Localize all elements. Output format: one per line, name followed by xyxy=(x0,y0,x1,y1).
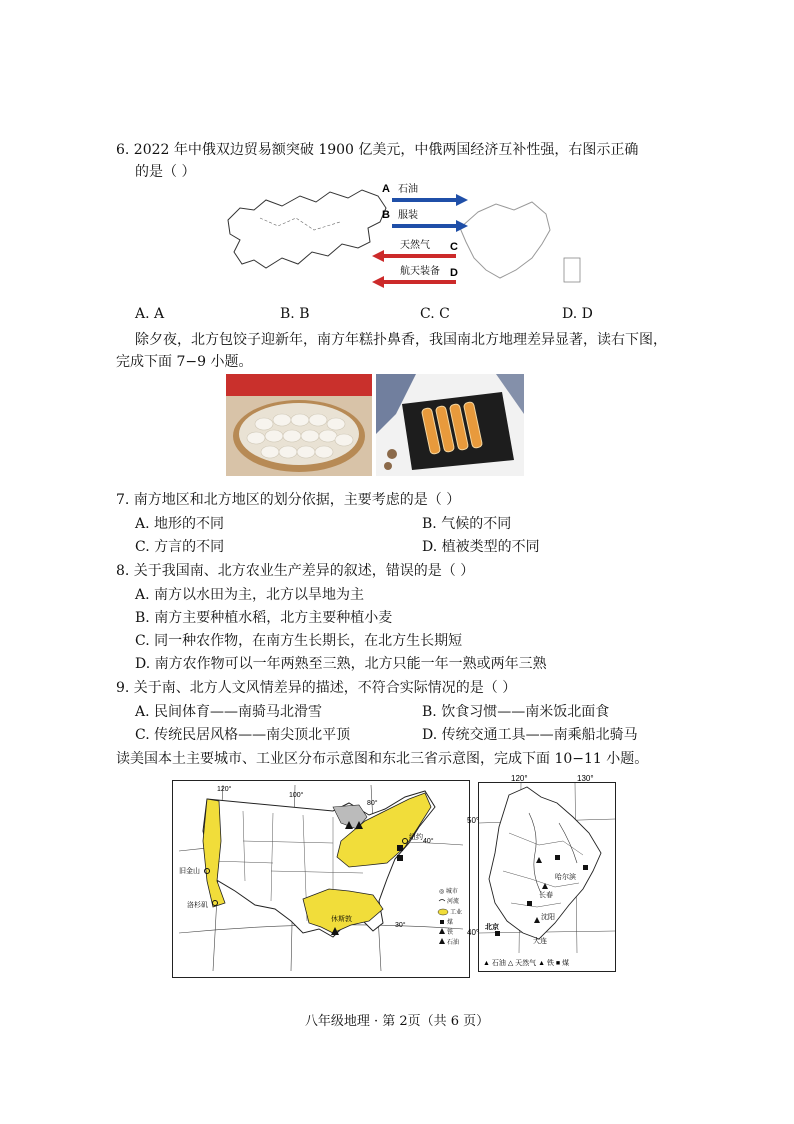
svg-text:40°: 40° xyxy=(467,928,480,937)
northeast-china-map xyxy=(467,774,616,972)
svg-text:服装: 服装 xyxy=(398,210,418,221)
arrow-b xyxy=(382,208,468,232)
intro-10-11: 读美国本土主要城市、工业区分布示意图和东北三省示意图，完成下面 10−11 小题。 xyxy=(116,751,649,767)
svg-text:B: B xyxy=(382,209,390,221)
svg-text:◎ 城市: ◎ 城市 xyxy=(439,889,458,895)
q9-option-d[interactable]: D. 传统交通工具——南乘船北骑马 xyxy=(422,727,638,743)
svg-text:石油: 石油 xyxy=(447,940,460,946)
russia-map xyxy=(228,190,386,268)
q8-option-b[interactable]: B. 南方主要种植水稻，北方主要种植小麦 xyxy=(135,610,393,626)
q6-option-d[interactable]: D. D xyxy=(562,306,593,322)
q6-option-c[interactable]: C. C xyxy=(420,306,450,322)
svg-text:纽约: 纽约 xyxy=(409,834,423,841)
svg-text:沈阳: 沈阳 xyxy=(541,914,555,921)
svg-text:A: A xyxy=(382,183,390,195)
svg-text:120°: 120° xyxy=(217,786,232,793)
q6-stem-line1: 6. 2022 年中俄双边贸易额突破 1900 亿美元，中俄两国经济互补性强，右图示正确 xyxy=(116,142,639,158)
svg-text:50°: 50° xyxy=(467,816,480,825)
svg-text:休斯敦: 休斯敦 xyxy=(331,916,352,923)
q8-option-c[interactable]: C. 同一种农作物，在南方生长期长，在北方生长期短 xyxy=(135,633,463,649)
q7-stem: 7. 南方地区和北方地区的划分依据，主要考虑的是（ ） xyxy=(116,492,461,508)
dumplings-photo xyxy=(226,374,372,476)
svg-text:40°: 40° xyxy=(423,838,434,845)
svg-text:130°: 130° xyxy=(577,774,594,783)
svg-text:铁: 铁 xyxy=(447,930,454,936)
q7-option-c[interactable]: C. 方言的不同 xyxy=(135,539,225,555)
q6-option-b[interactable]: B. B xyxy=(280,306,310,322)
svg-text:长春: 长春 xyxy=(539,892,553,899)
svg-text:洛杉矶: 洛杉矶 xyxy=(187,902,208,909)
arrow-a xyxy=(382,182,468,206)
arrow-d xyxy=(372,264,458,288)
northeast-map-legend: ▲ 石油 △ 天然气 ▲ 铁 ■ 煤 xyxy=(483,960,570,967)
svg-text:煤: 煤 xyxy=(447,920,454,926)
svg-text:大连: 大连 xyxy=(533,938,547,945)
svg-text:河流: 河流 xyxy=(447,899,460,905)
us-cities-industry-map xyxy=(172,780,470,978)
q7-option-a[interactable]: A. 地形的不同 xyxy=(135,516,225,532)
page-footer: 八年级地理 · 第 2页（共 6 页） xyxy=(304,1014,490,1029)
svg-text:100°: 100° xyxy=(289,792,304,799)
q8-option-a[interactable]: A. 南方以水田为主，北方以旱地为主 xyxy=(135,587,365,603)
q9-option-a[interactable]: A. 民间体育——南骑马北滑雪 xyxy=(135,704,323,720)
us-map-legend xyxy=(438,887,462,946)
svg-text:天然气: 天然气 xyxy=(400,240,430,251)
q7-option-d[interactable]: D. 植被类型的不同 xyxy=(422,539,540,555)
china-map xyxy=(460,202,550,278)
q7-option-b[interactable]: B. 气候的不同 xyxy=(422,516,512,532)
q8-stem: 8. 关于我国南、北方农业生产差异的叙述，错误的是（ ） xyxy=(116,563,475,579)
q8-option-d[interactable]: D. 南方农作物可以一年两熟至三熟，北方只能一年一熟或两年三熟 xyxy=(135,656,547,672)
svg-text:120°: 120° xyxy=(511,774,528,783)
intro-7-9-line1: 除夕夜，北方包饺子迎新年，南方年糕扑鼻香，我国南北方地理差异显著，读右下图， xyxy=(135,332,667,348)
intro-7-9-line2: 完成下面 7−9 小题。 xyxy=(116,354,253,370)
svg-text:D: D xyxy=(450,267,458,279)
svg-text:工业: 工业 xyxy=(450,910,463,916)
arrow-c xyxy=(372,238,458,262)
svg-text:航天装备: 航天装备 xyxy=(400,266,440,277)
q9-option-b[interactable]: B. 饮食习惯——南米饭北面食 xyxy=(422,704,610,720)
svg-text:哈尔滨: 哈尔滨 xyxy=(555,874,576,881)
svg-text:石油: 石油 xyxy=(398,184,418,195)
niangao-photo xyxy=(376,374,524,476)
svg-text:C: C xyxy=(450,241,458,253)
q9-stem: 9. 关于南、北方人文风情差异的描述，不符合实际情况的是（ ） xyxy=(116,680,517,696)
q9-option-c[interactable]: C. 传统民居风格——南尖顶北平顶 xyxy=(135,727,351,743)
q6-stem-line2: 的是（ ） xyxy=(135,164,196,180)
svg-text:80°: 80° xyxy=(367,800,378,807)
svg-text:30°: 30° xyxy=(395,922,406,929)
svg-text:旧金山: 旧金山 xyxy=(179,868,200,875)
svg-text:北京: 北京 xyxy=(485,924,499,931)
russia-china-trade-figure xyxy=(220,178,590,290)
q6-option-a[interactable]: A. A xyxy=(135,306,165,322)
